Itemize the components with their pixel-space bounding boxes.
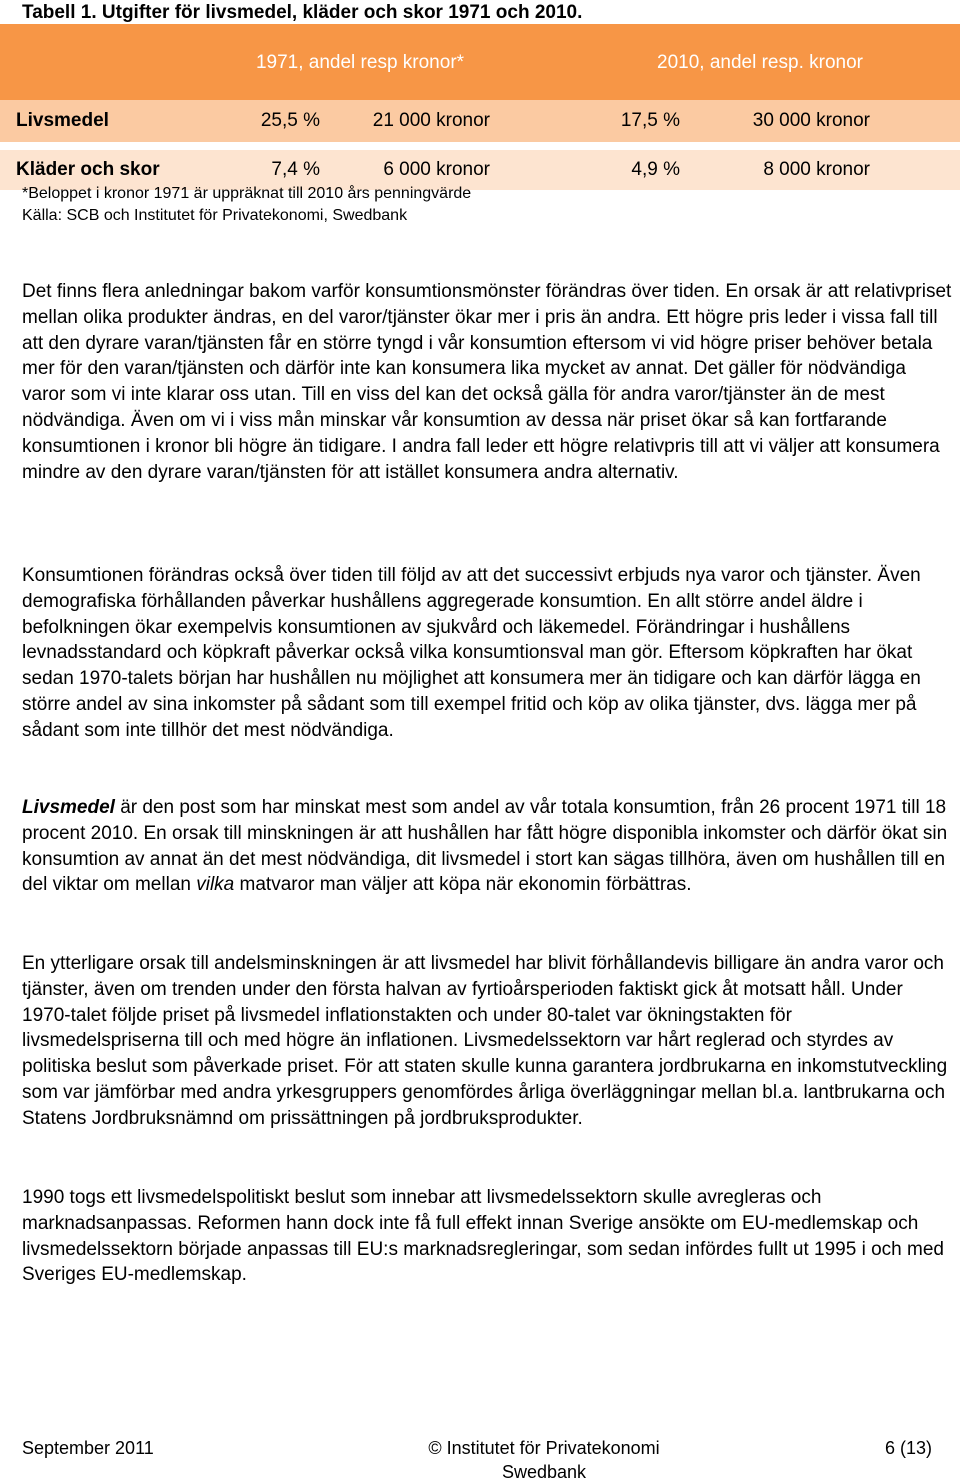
footer-publisher: © Institutet för Privatekonomi Swedbank bbox=[428, 1438, 660, 1482]
share-2010: 4,9 % bbox=[490, 150, 680, 190]
expenses-table bbox=[0, 24, 960, 190]
kronor-2010: 30 000 kronor bbox=[680, 100, 870, 142]
table-header-row bbox=[0, 24, 960, 100]
footer-date: September 2011 bbox=[22, 1438, 154, 1458]
share-1971: 25,5 % bbox=[200, 100, 320, 142]
table-row bbox=[0, 100, 960, 142]
row-label: Livsmedel bbox=[0, 100, 200, 142]
table-source: Källa: SCB och Institutet för Privatekonomi, Swedbank bbox=[22, 207, 408, 224]
share-1971: 7,4 % bbox=[200, 150, 320, 190]
kronor-1971: 21 000 kronor bbox=[320, 100, 490, 142]
header-2010: 2010, andel resp. kronor bbox=[490, 24, 960, 100]
paragraph: Det finns flera anledningar bakom varför konsumtionsmönster förändras över tiden. En orsak är att relativpriset mellan olika produkter ändras, en del varor/tjänster ökar mer i pris än andra. Ett högre pris leder i vissa fall till att den dyrare varan/tjänsten får en större tyngd i vår konsumtion eftersom vi vid högre priser behöver betala mer för den varan/tjänsten och därför inte kan konsumera lika mycket av annat. Det gäller för nödvändiga varor som vi inte klarar oss utan. Till en viss del kan det också gälla för andra varor/tjänster än de mest nödvändiga. Även om vi i viss mån minskar vår konsumtion av dessa när priset ökar så kan fortfarande konsumtionen i kronor bli högre än tidigare. I andra fall leder ett högre relativpris till att vi väljer att konsumera mindre av den dyrare varan/tjänsten för att istället konsumera andra alternativ. bbox=[22, 281, 952, 483]
row-label: Kläder och skor bbox=[0, 150, 200, 190]
kronor-1971: 6 000 kronor bbox=[320, 150, 490, 190]
paragraph: 1990 togs ett livsmedelspolitiskt beslut som innebar att livsmedelssektorn skulle avregleras och marknadsanpassas. Reformen hann dock inte få full effekt innan Sverige ansökte om EU-medlemskap och livsmedelssektorn började anpassas till EU:s marknadsregleringar, som sedan infördes fullt ut 1995 i och med Sveriges EU-medlemskap. bbox=[22, 1187, 944, 1286]
kronor-2010: 8 000 kronor bbox=[680, 150, 870, 190]
header-1971: 1971, andel resp kronor* bbox=[200, 24, 490, 100]
emphasis-vilka: vilka bbox=[196, 874, 235, 896]
share-2010: 17,5 % bbox=[490, 100, 680, 142]
table-caption: Tabell 1. Utgifter för livsmedel, kläder och skor 1971 och 2010. bbox=[22, 2, 583, 23]
paragraph: Konsumtionen förändras också över tiden till följd av att det successivt erbjuds nya varor och tjänster. Även demografiska förhållanden påverkar hushållens aggregerade konsumtion. En allt större andel äldre i befolkningen ökar exempelvis konsumtionen av sjukvård och läkemedel. Förändringar i hushållens levnadsstandard och köpkraft påverkar också vilka konsumtionsval man gör. Eftersom köpkraften har ökat sedan 1970-talets början har hushållen nu möjlighet att konsumera mer än tidigare och kan därför lägga en större andel av sina inkomster på sådant som till exempel fritid och köp av olika tjänster, dvs. lägga mer på sådant som inte tillhör det mest nödvändiga. bbox=[22, 565, 921, 741]
emphasis-livsmedel: Livsmedel bbox=[22, 797, 115, 818]
footer-page-number: 6 (13) bbox=[884, 1438, 932, 1458]
table-note: *Beloppet i kronor 1971 är uppräknat till 2010 års penningvärde bbox=[22, 185, 472, 202]
paragraph: En ytterligare orsak till andelsminskningen är att livsmedel har blivit förhållandevis billigare än andra varor och tjänster, även om trenden under den första halvan av fyrtioårsperioden faktiskt gick åt motsatt håll. Under 1970-talet följde priset på livsmedel inflationstakten och under 80-talet var ökningstakten för livsmedelspriserna till och med högre än inflationen. Livsmedelssektorn var hårt reglerad och styrdes av politiska beslut som påverkade priset. För att staten skulle kunna garantera jordbrukarna en inkomstutveckling som var jämförbar med andra yrkesgruppers genomfördes årliga överläggningar mellan bl.a. lantbrukarna och Statens Jordbruksnämnd om prissättningen på jordbruksprodukter. bbox=[22, 953, 948, 1129]
paragraph: Livsmedel är den post som har minskat mest som andel av vår totala konsumtion, från 26 procent 1971 till 18 procent 2010. En orsak till minskningen är att hushållen har fått högre disponibla inkomster och därför ökat sin konsumtion av annat än det mest nödvändiga, dit livsmedel i stort kan sägas tillhöra, även om hushållen till en del viktar om mellan vilka matvaror man väljer att köpa när ekonomin förbättras. bbox=[22, 797, 948, 896]
